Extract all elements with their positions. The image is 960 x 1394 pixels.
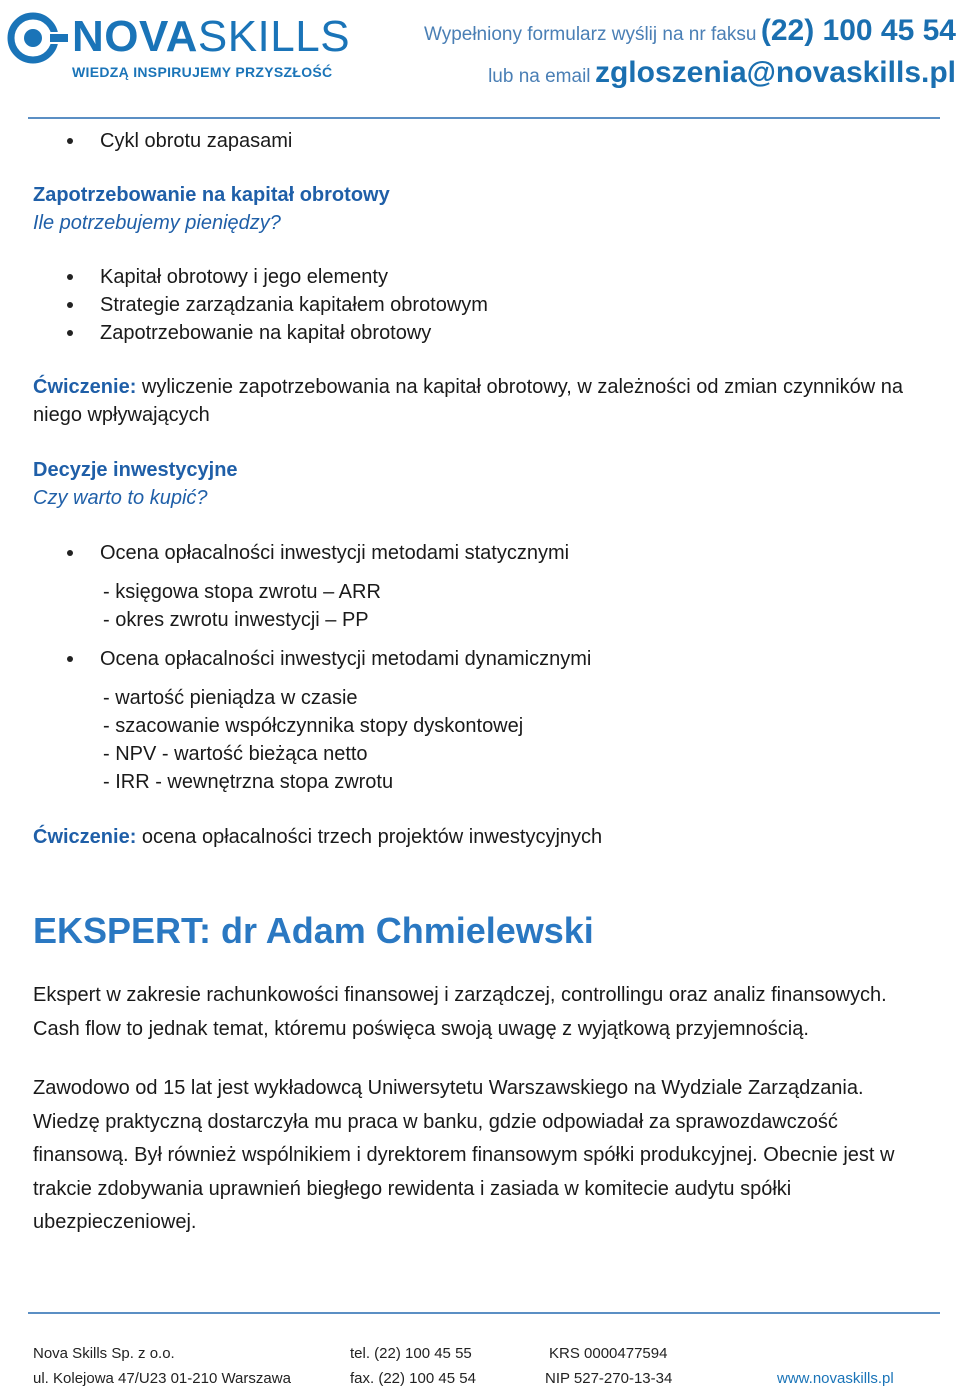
fax-line bbox=[424, 14, 956, 48]
fax-number: (22) 100 45 54 bbox=[760, 14, 956, 47]
footer-fax: fax. (22) 100 45 54 bbox=[350, 1370, 476, 1387]
exercise-text: ocena opłacalności trzech projektów inwestycyjnych bbox=[136, 826, 603, 848]
paragraph-line: ubezpieczeniowej. bbox=[33, 1211, 197, 1233]
logo-wordmark bbox=[72, 12, 350, 62]
bullet-dot bbox=[67, 550, 73, 556]
footer-krs: KRS 0000477594 bbox=[549, 1345, 668, 1362]
sub-item: - szacowanie współczynnika stopy dyskontowej bbox=[103, 715, 524, 737]
novaskills-logo bbox=[6, 10, 356, 86]
sub-item: - wartość pieniądza w czasie bbox=[103, 687, 358, 709]
section-title: Zapotrzebowanie na kapitał obrotowy bbox=[33, 184, 390, 206]
footer-company: Nova Skills Sp. z o.o. bbox=[33, 1345, 175, 1362]
logo-word-light: SKILLS bbox=[197, 12, 351, 61]
bullet-dot bbox=[67, 274, 73, 280]
email-line bbox=[488, 56, 956, 90]
exercise-text-cont: niego wpływających bbox=[33, 404, 210, 426]
logo-mark-icon bbox=[6, 12, 70, 64]
bullet-dot bbox=[67, 656, 73, 662]
footer-website-link[interactable]: www.novaskills.pl bbox=[777, 1370, 894, 1387]
sub-item: - IRR - wewnętrzna stopa zwrotu bbox=[103, 771, 394, 793]
section-subtitle: Ile potrzebujemy pieniędzy? bbox=[33, 212, 281, 234]
bullet-dot bbox=[67, 302, 73, 308]
section-title: Decyzje inwestycyjne bbox=[33, 459, 238, 481]
list-item: Kapitał obrotowy i jego elementy bbox=[100, 266, 388, 288]
sub-item: - NPV - wartość bieżąca netto bbox=[103, 743, 368, 765]
section-subtitle: Czy warto to kupić? bbox=[33, 487, 208, 509]
paragraph-line: Zawodowo od 15 lat jest wykładowcą Uniwersytetu Warszawskiego na Wydziale Zarządzania. bbox=[33, 1077, 864, 1099]
sub-item: - okres zwrotu inwestycji – PP bbox=[103, 609, 369, 631]
email-link[interactable]: zgloszenia@novaskills.pl bbox=[594, 56, 956, 89]
list-item: Zapotrzebowanie na kapitał obrotowy bbox=[100, 322, 432, 344]
exercise-text: wyliczenie zapotrzebowania na kapitał obrotowy, w zależności od zmian czynników na bbox=[136, 376, 904, 398]
paragraph-line: Wiedzę praktyczną dostarczyła mu praca w banku, gdzie odpowiadał za sprawozdawczość bbox=[33, 1110, 838, 1133]
paragraph-line: Cash flow to jednak temat, któremu poświęca swoją uwagę z wyjątkową przyjemnością. bbox=[33, 1017, 809, 1040]
paragraph-line: finansową. Był również wspólnikiem i dyrektorem finansowym spółki produkcyjnej. Obecnie jest w bbox=[33, 1144, 895, 1166]
logo-tagline: WIEDZĄ INSPIRUJEMY PRZYSZŁOŚĆ bbox=[72, 64, 333, 80]
bullet-dot bbox=[67, 330, 73, 336]
logo-word-bold: NOVA bbox=[72, 12, 198, 61]
exercise-label: Ćwiczenie: bbox=[33, 826, 137, 848]
list-item: Ocena opłacalności inwestycji metodami dynamicznymi bbox=[100, 648, 592, 670]
sub-item: - księgowa stopa zwrotu – ARR bbox=[103, 581, 381, 603]
bullet-dot bbox=[67, 138, 73, 144]
list-item: Strategie zarządzania kapitałem obrotowym bbox=[100, 294, 488, 316]
list-item: Cykl obrotu zapasami bbox=[100, 130, 293, 152]
exercise-line bbox=[33, 373, 903, 401]
expert-heading: EKSPERT: dr Adam Chmielewski bbox=[33, 910, 594, 951]
email-label: lub na email bbox=[488, 66, 591, 87]
footer-tel: tel. (22) 100 45 55 bbox=[350, 1345, 472, 1362]
footer-divider bbox=[28, 1312, 940, 1314]
page-header bbox=[0, 0, 960, 120]
expert-bio-paragraph bbox=[33, 979, 945, 1046]
footer-nip: NIP 527-270-13-34 bbox=[545, 1370, 673, 1387]
footer-address: ul. Kolejowa 47/U23 01-210 Warszawa bbox=[33, 1370, 291, 1387]
paragraph-line: trakcie zdobywania uprawnień biegłego rewidenta i zasiada w komitecie audytu spółki bbox=[33, 1177, 792, 1200]
exercise-line bbox=[33, 823, 602, 851]
header-divider bbox=[28, 117, 940, 119]
list-item: Ocena opłacalności inwestycji metodami statycznymi bbox=[100, 542, 570, 564]
fax-label: Wypełniony formularz wyślij na nr faksu bbox=[423, 24, 757, 45]
expert-career-paragraph bbox=[33, 1072, 945, 1240]
exercise-label: Ćwiczenie: bbox=[33, 376, 137, 398]
paragraph-line: Ekspert w zakresie rachunkowości finansowej i zarządczej, controllingu oraz analiz finansowych. bbox=[33, 984, 887, 1006]
